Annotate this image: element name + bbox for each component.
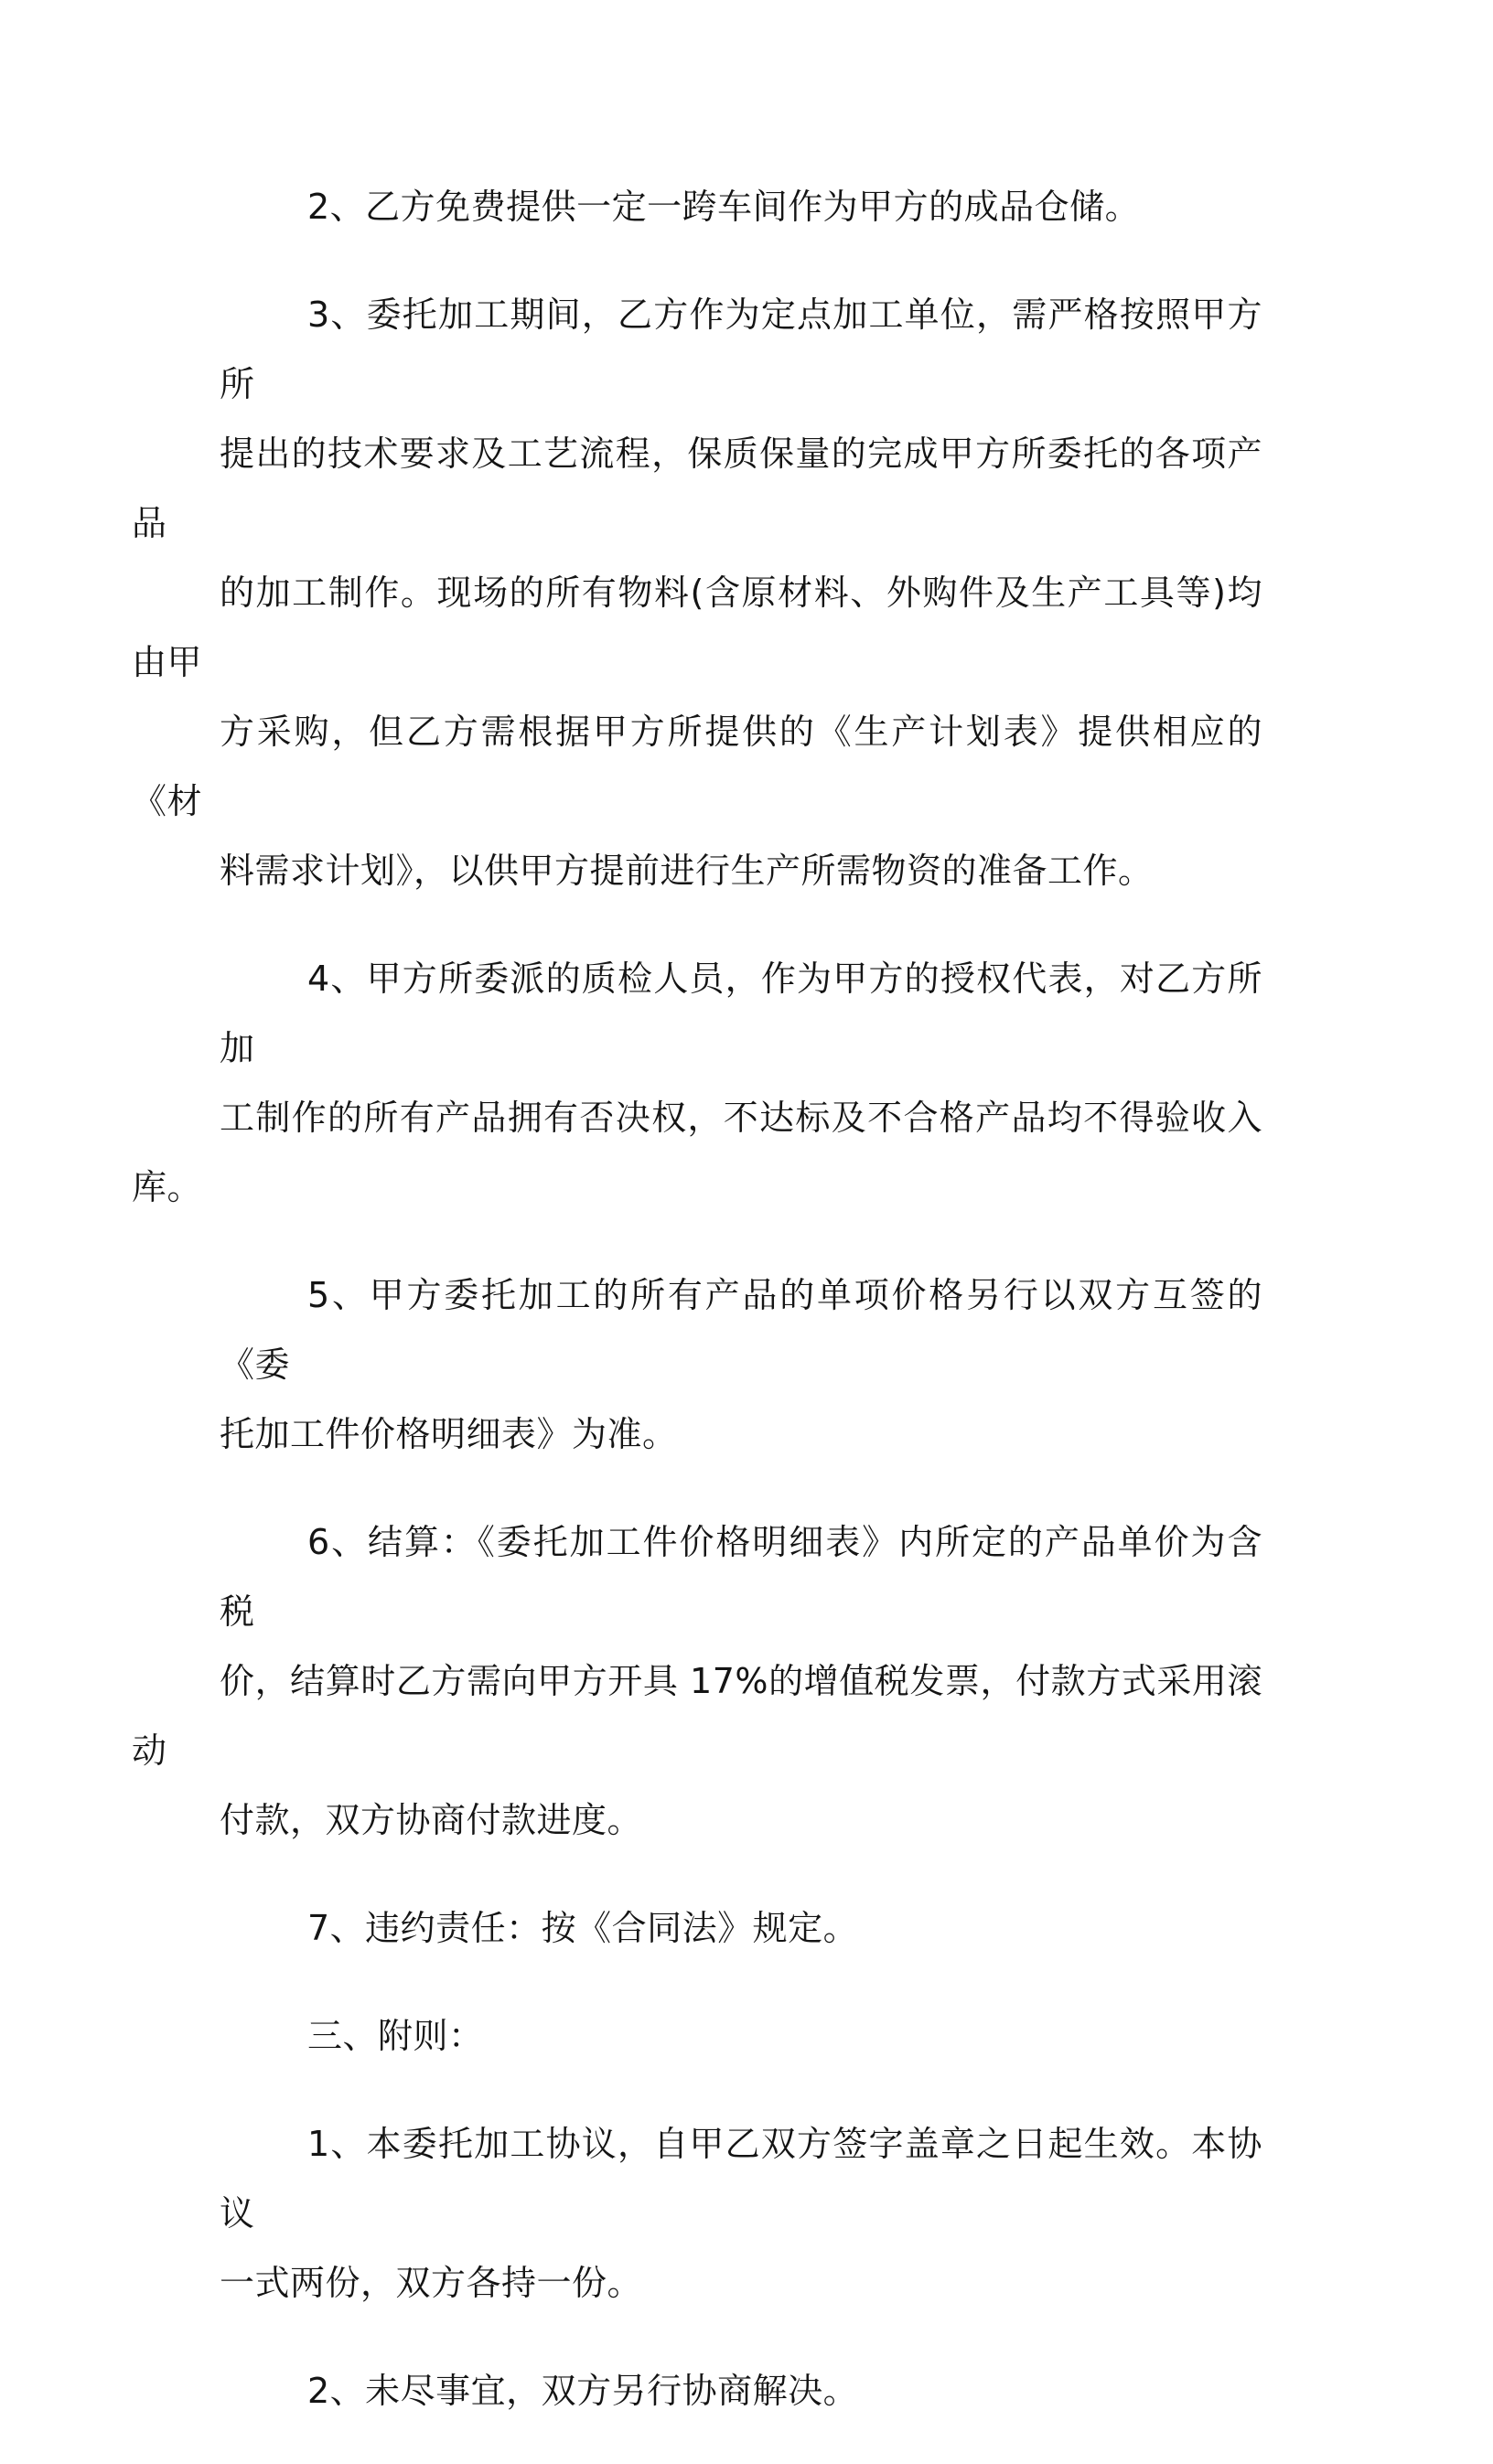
text-line: 付款，双方协商付款进度。	[220, 1800, 643, 1840]
paragraph-clause-2	[220, 172, 1262, 241]
text-line: 提出的技术要求及工艺流程，保质保量的完成甲方所委托的各项产品	[132, 434, 1262, 543]
text-line: 三、附则：	[307, 2016, 484, 2056]
text-line: 方采购，但乙方需根据甲方所提供的《生产计划表》提供相应的《材	[132, 712, 1262, 821]
text-line: 4、甲方所委派的质检人员，作为甲方的授权代表，对乙方所加	[220, 959, 1262, 1068]
text-line: 价，结算时乙方需向甲方开具 17%的增值税发票，付款方式采用滚动	[132, 1661, 1262, 1771]
text-line: 料需求计划》，以供甲方提前进行生产所需物资的准备工作。	[220, 851, 1154, 891]
text-line: 一式两份，双方各持一份。	[220, 2263, 643, 2303]
text-line: 工制作的所有产品拥有否决权，不达标及不合格产品均不得验收入库。	[132, 1098, 1262, 1207]
text-line: 7、违约责任：按《合同法》规定。	[307, 1908, 859, 1948]
paragraph-clause-6	[132, 1507, 1262, 1855]
text-line: 托加工件价格明细表》为准。	[220, 1414, 678, 1454]
text-line: 的加工制作。现场的所有物料(含原材料、外购件及生产工具等)均由甲	[132, 573, 1262, 682]
text-line: 2、乙方免费提供一定一跨车间作为甲方的成品仓储。	[307, 187, 1141, 227]
paragraph-clause-5	[220, 1260, 1262, 1469]
text-line: 5、甲方委托加工的所有产品的单项价格另行以双方互签的《委	[220, 1275, 1262, 1385]
paragraph-clause-7	[220, 1893, 1262, 1963]
document-body	[132, 172, 1262, 2464]
text-line: 1、本委托加工协议，自甲乙双方签字盖章之日起生效。本协议	[220, 2124, 1262, 2234]
paragraph-clause-3	[132, 280, 1262, 905]
paragraph-appendix-2	[220, 2356, 1262, 2426]
text-line: 2、未尽事宜，双方另行协商解决。	[307, 2371, 859, 2411]
paragraph-appendix-1	[220, 2109, 1262, 2318]
paragraph-clause-4	[132, 944, 1262, 1222]
text-line: 3、委托加工期间，乙方作为定点加工单位，需严格按照甲方所	[220, 295, 1262, 404]
section-heading-appendix	[220, 2001, 1262, 2071]
text-line: 6、结算：《委托加工件价格明细表》内所定的产品单价为含税	[220, 1522, 1262, 1632]
